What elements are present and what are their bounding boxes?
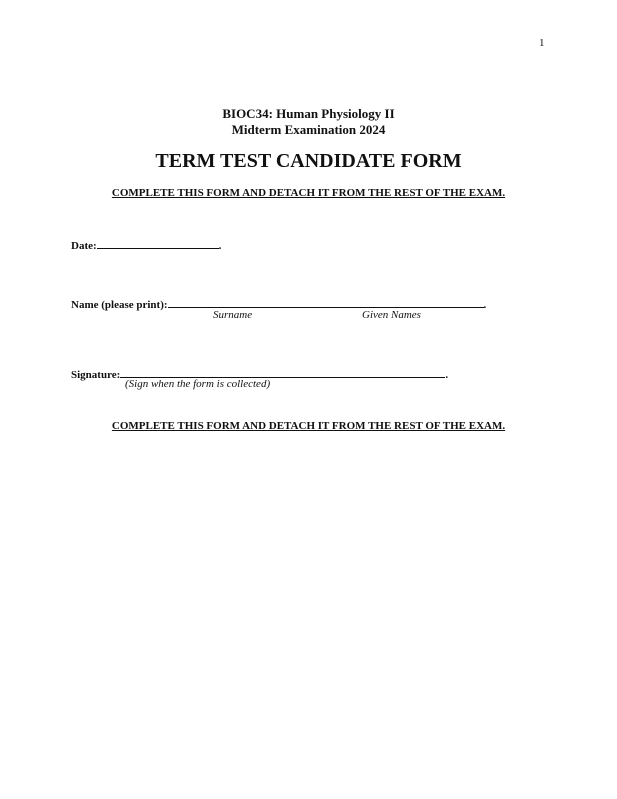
page-number: 1 xyxy=(539,37,545,49)
signature-label: Signature: xyxy=(71,369,121,381)
notice-bottom: COMPLETE THIS FORM AND DETACH IT FROM THE REST OF THE EXAM. xyxy=(111,420,506,432)
signature-field[interactable]: Signature: . xyxy=(71,369,449,381)
name-label: Name (please print): xyxy=(71,299,168,311)
surname-caption: Surname xyxy=(213,309,253,321)
date-label: Date: xyxy=(71,240,97,252)
date-line[interactable] xyxy=(97,247,219,249)
given-names-caption: Given Names xyxy=(362,309,421,321)
signature-caption: (Sign when the form is collected) xyxy=(125,378,271,390)
date-field[interactable]: Date: . xyxy=(71,240,222,252)
name-field[interactable]: Name (please print): . xyxy=(71,299,487,311)
page-title: TERM TEST CANDIDATE FORM xyxy=(155,150,462,172)
notice-top: COMPLETE THIS FORM AND DETACH IT FROM THE REST OF THE EXAM. xyxy=(111,187,506,199)
name-line[interactable] xyxy=(168,306,484,308)
course-title: BIOC34: Human Physiology II xyxy=(222,106,395,121)
exam-title: Midterm Examination 2024 xyxy=(231,122,386,137)
